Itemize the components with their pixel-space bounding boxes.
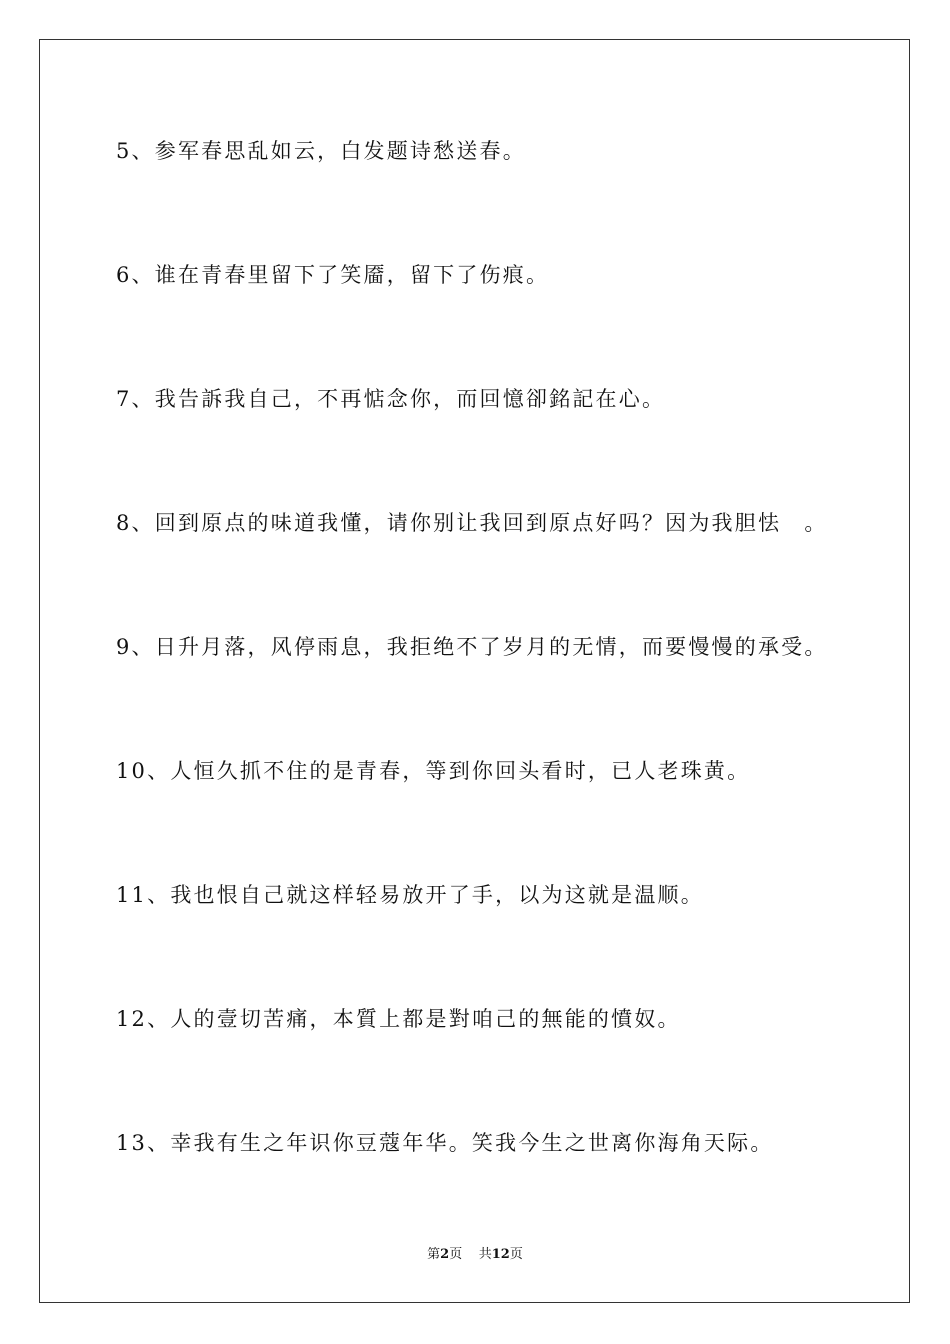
- text-line: 12、人的壹切苦痛，本質上都是對咱己的無能的憤奴。: [116, 1007, 681, 1031]
- text-line: 7、我告訴我自己，不再惦念你，而回憶卻銘記在心。: [116, 387, 666, 411]
- page-footer: [0, 1247, 950, 1263]
- text-line: 9、日升月落，风停雨息，我拒绝不了岁月的无情，而要慢慢的承受。: [116, 635, 828, 659]
- page-number: 2: [440, 1247, 450, 1262]
- text-line: 5、参军春思乱如云，白发题诗愁送春。: [116, 139, 526, 163]
- page-suffix: 页: [449, 1247, 463, 1262]
- total-pages: 12: [491, 1247, 510, 1262]
- total-prefix: 共: [478, 1247, 492, 1262]
- page-prefix: 第: [427, 1247, 441, 1262]
- text-line: 13、幸我有生之年识你豆蔻年华。笑我今生之世离你海角天际。: [116, 1131, 774, 1155]
- text-line: 6、谁在青春里留下了笑靥，留下了伤痕。: [116, 263, 550, 287]
- text-line: 11、我也恨自己就这样轻易放开了手，以为这就是温顺。: [116, 883, 704, 907]
- page-border: [39, 39, 910, 1303]
- text-line: 8、回到原点的味道我懂，请你别让我回到原点好吗？因为我胆怯 。: [116, 511, 828, 535]
- text-line: 10、人恒久抓不住的是青春，等到你回头看时，已人老珠黄。: [116, 759, 751, 783]
- total-suffix: 页: [509, 1247, 523, 1262]
